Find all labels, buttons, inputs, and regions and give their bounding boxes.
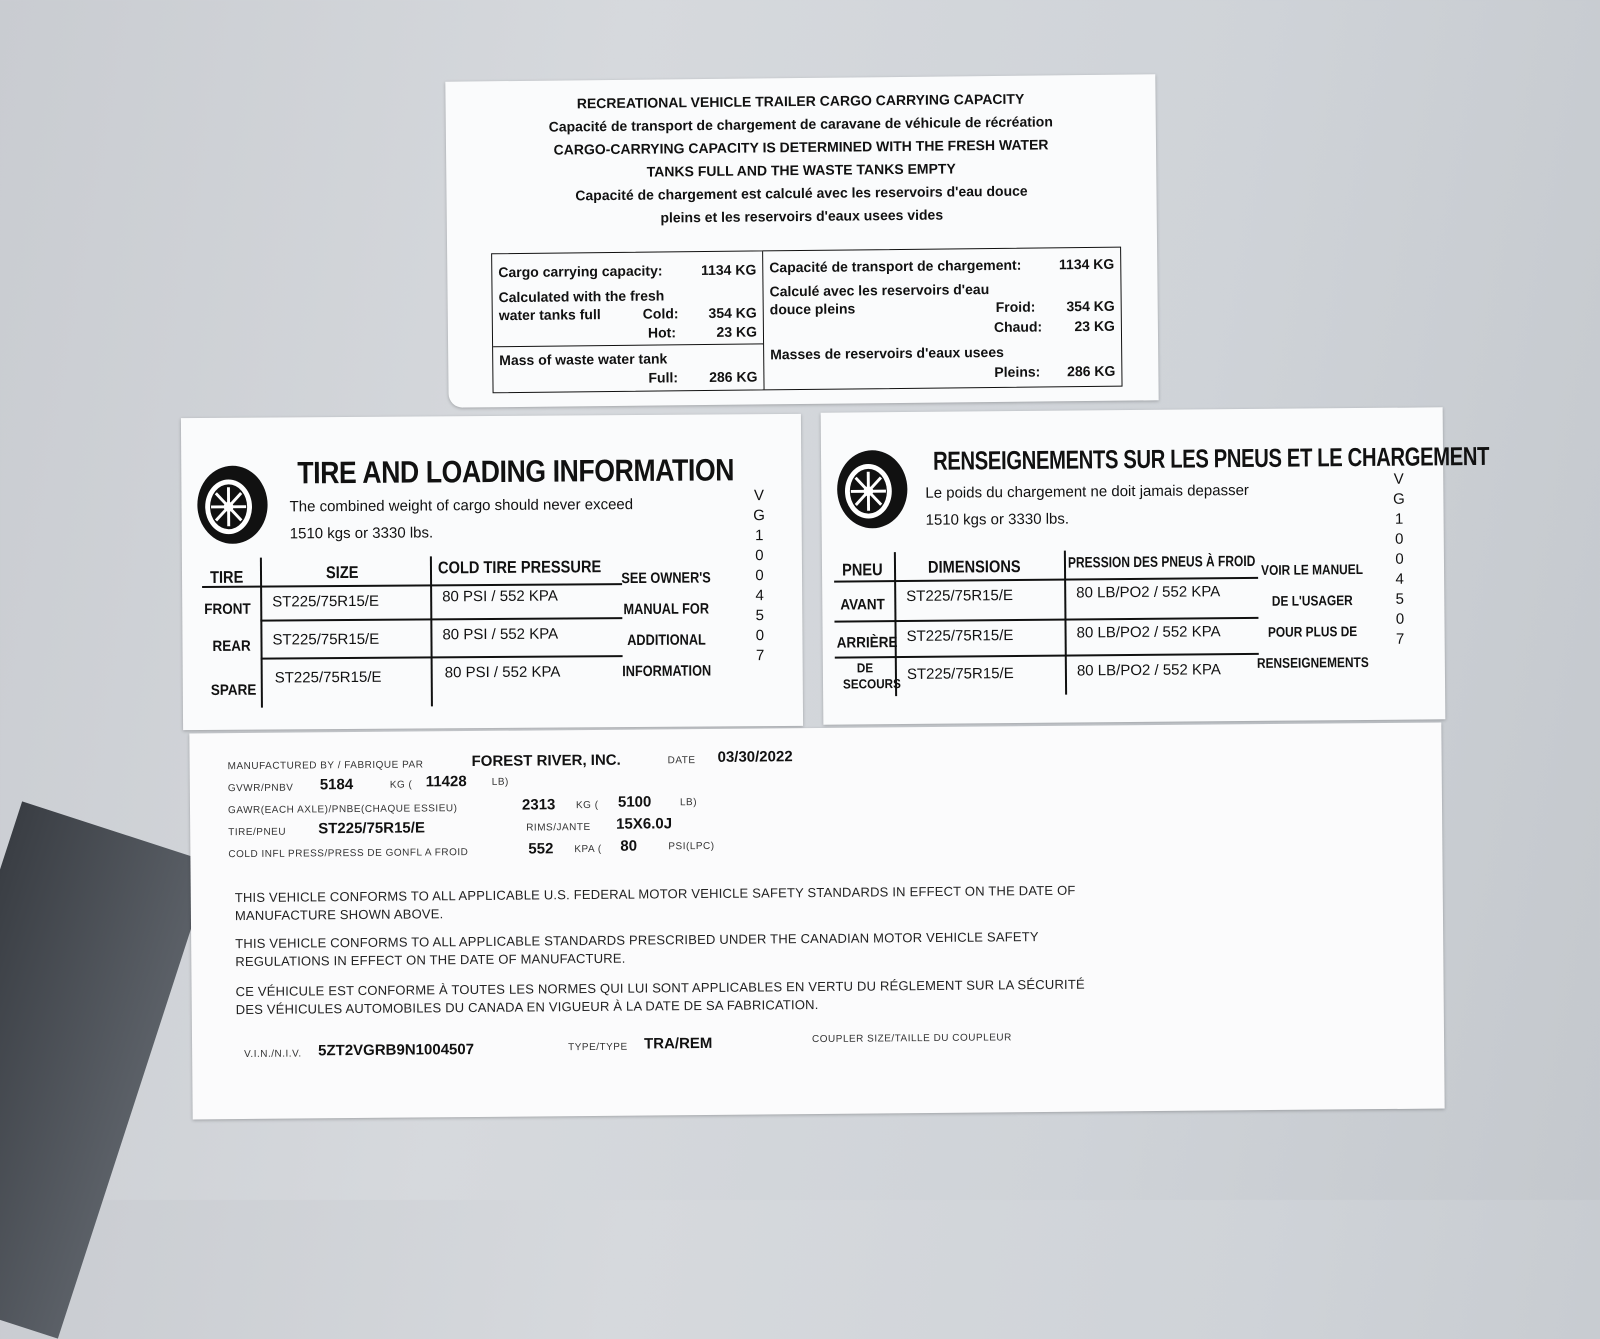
date-label: DATE — [668, 755, 696, 766]
pressure-avant: 80 LB/PO2 / 552 KPA — [1076, 583, 1220, 601]
calc-label-en-1: Calculated with the fresh — [498, 287, 664, 305]
tire-table-en — [202, 555, 623, 708]
type-value: TRA/REM — [644, 1035, 712, 1053]
cold-value-en: 354 KG — [708, 304, 756, 321]
tire-label: TIRE/PNEU — [228, 827, 286, 839]
cargo-title-fr: Capacité de transport de chargement de caravane de véhicule de récréation — [446, 109, 1156, 139]
tire-table-fr — [834, 549, 1259, 703]
rims-label: RIMS/JANTE — [526, 822, 591, 834]
header-tire: TIRE — [210, 568, 243, 588]
size-avant: ST225/75R15/E — [906, 587, 1013, 605]
rims-value: 15X6.0J — [616, 815, 672, 832]
pos-front: FRONT — [204, 601, 251, 618]
pressure-rear: 80 PSI / 552 KPA — [442, 626, 558, 644]
tire-sub-fr-2: 1510 kgs or 3330 lbs. — [925, 506, 1069, 534]
tire-sub-en-1: The combined weight of cargo should never exceed — [289, 491, 633, 520]
mfr-value: FOREST RIVER, INC. — [472, 752, 621, 770]
kpa-label: KPA ( — [574, 844, 601, 855]
cargo-note-fr-2: pleins et les reservoirs d'eaux usees vides — [447, 201, 1157, 231]
size-arriere: ST225/75R15/E — [907, 627, 1014, 645]
calc-label-fr-2: douce pleins — [770, 300, 856, 317]
cargo-note-en-2: TANKS FULL AND THE WASTE TANKS EMPTY — [446, 155, 1156, 185]
hot-label-en: Hot: — [648, 324, 676, 340]
psi-label: PSI(LPC) — [668, 841, 714, 852]
size-spare: ST225/75R15/E — [275, 669, 382, 687]
tire-code-fr: V G 1 0 0 4 5 0 7 — [1391, 470, 1409, 650]
capacity-label-fr: Capacité de transport de chargement: — [769, 257, 1021, 276]
tire-value: ST225/75R15/E — [318, 819, 425, 837]
pos-spare: SPARE — [211, 682, 257, 699]
header-pression: PRESSION DES PNEUS À FROID — [1068, 553, 1256, 572]
cargo-divider-en — [493, 343, 763, 347]
size-front: ST225/75R15/E — [272, 593, 379, 611]
capacity-value-en: 1134 KG — [701, 261, 756, 278]
cargo-table — [491, 247, 1122, 394]
gvwr-lb-label: LB) — [492, 777, 509, 788]
tire-sub-fr-1: Le poids du chargement ne doit jamais depasser — [925, 477, 1249, 507]
cargo-title-en: RECREATIONAL VEHICLE TRAILER CARGO CARRYING CAPACITY — [445, 86, 1155, 116]
full-value-en: 286 KG — [709, 368, 757, 385]
cold-kpa: 552 — [528, 840, 553, 857]
see-owners-manual-note: SEE OWNER'S MANUAL FOR ADDITIONAL INFORMATION — [615, 562, 718, 687]
header-size: SIZE — [326, 563, 359, 583]
header-pneu: PNEU — [842, 560, 883, 580]
mfr-label: MANUFACTURED BY / FABRIQUE PAR — [228, 759, 424, 772]
header-pressure: COLD TIRE PRESSURE — [438, 557, 601, 578]
hot-value-fr: 23 KG — [1074, 318, 1115, 334]
certification-label — [189, 723, 1444, 1120]
us-conformity-statement: THIS VEHICLE CONFORMS TO ALL APPLICABLE U.S. FEDERAL MOTOR VEHICLE SAFETY STANDARDS IN EFFECT ON THE DATE OF MANUFACTURE SHOWN ABOVE. — [235, 881, 1195, 925]
coupler-label: COUPLER SIZE/TAILLE DU COUPLEUR — [812, 1032, 1012, 1045]
pos-de: DE — [857, 660, 873, 675]
waste-label-fr: Masses de reservoirs d'eaux usees — [770, 344, 1004, 362]
gvwr-kg-label: KG ( — [390, 780, 413, 791]
hot-label-fr: Chaud: — [994, 318, 1042, 335]
hot-value-en: 23 KG — [716, 323, 757, 339]
tire-sub-en-2: 1510 kgs or 3330 lbs. — [290, 519, 434, 547]
cargo-capacity-label — [445, 74, 1158, 407]
full-value-fr: 286 KG — [1067, 363, 1115, 380]
cargo-note-en-1: CARGO-CARRYING CAPACITY IS DETERMINED WITH THE FRESH WATER — [446, 132, 1156, 162]
pos-avant: AVANT — [840, 596, 885, 613]
cargo-table-fr — [763, 248, 1121, 390]
waste-label-en: Mass of waste water tank — [499, 350, 667, 368]
gvwr-kg: 5184 — [320, 776, 354, 793]
calc-label-en-2: water tanks full — [499, 306, 601, 323]
trailer-edge — [0, 801, 212, 1338]
canada-conformity-statement: THIS VEHICLE CONFORMS TO ALL APPLICABLE STANDARDS PRESCRIBED UNDER THE CANADIAN MOTOR VEHICLE SAFETY REGULATIONS IN EFFECT ON THE DATE OF MANUFACTURE. — [235, 927, 1195, 971]
vin-value: 5ZT2VGRB9N1004507 — [318, 1041, 474, 1059]
tire-icon — [831, 448, 910, 531]
gvwr-label: GVWR/PNBV — [228, 783, 294, 795]
pressure-secours: 80 LB/PO2 / 552 KPA — [1077, 661, 1221, 679]
vin-label: V.I.N./N.I.V. — [244, 1049, 302, 1061]
cargo-note-fr-1: Capacité de chargement est calculé avec les reservoirs d'eau douce — [446, 178, 1156, 208]
tire-code-en: V G 1 0 0 4 5 0 7 — [751, 486, 768, 666]
full-label-fr: Pleins: — [994, 364, 1040, 380]
gawr-lb: 5100 — [618, 793, 652, 810]
cold-value-fr: 354 KG — [1066, 298, 1114, 315]
calc-label-fr-1: Calculé avec les reservoirs d'eau — [769, 281, 989, 299]
tire-loading-label-fr — [821, 407, 1446, 724]
pressure-arriere: 80 LB/PO2 / 552 KPA — [1077, 623, 1221, 641]
date-value: 03/30/2022 — [717, 748, 792, 766]
gawr-label: GAWR(EACH AXLE)/PNBE(CHAQUE ESSIEU) — [228, 803, 457, 816]
tire-title-fr: RENSEIGNEMENTS SUR LES PNEUS ET LE CHARGEMENT — [933, 441, 1489, 477]
gawr-lb-label: LB) — [680, 797, 697, 808]
type-label: TYPE/TYPE — [568, 1042, 628, 1054]
tire-loading-label-en — [181, 414, 803, 730]
size-rear: ST225/75R15/E — [272, 631, 379, 649]
gvwr-lb: 11428 — [426, 773, 467, 790]
french-conformity-statement: CE VÉHICULE EST CONFORME À TOUTES LES NORMES QUI LUI SONT APPLICABLES EN VERTU DU RÉGLEMENT SUR LA SÉCURITÉ DES VÉHICULES AUTOMOBILES DU CANADA EN VIGUEUR À LA DATE DE SA FABRICATION. — [236, 975, 1196, 1019]
tire-icon — [191, 464, 270, 547]
cold-label-en: Cold: — [643, 305, 679, 321]
voir-manuel-note: VOIR LE MANUEL DE L'USAGER POUR PLUS DE RENSEIGNEMENTS — [1252, 554, 1372, 679]
cold-label-fr: Froid: — [996, 299, 1036, 315]
tire-title-en: TIRE AND LOADING INFORMATION — [297, 452, 734, 491]
pos-secours: SECOURS — [843, 676, 901, 692]
pressure-front: 80 PSI / 552 KPA — [442, 588, 558, 606]
pressure-spare: 80 PSI / 552 KPA — [445, 664, 561, 682]
pos-arriere: ARRIÈRE — [837, 634, 898, 652]
cargo-table-en — [492, 251, 764, 392]
header-dimensions: DIMENSIONS — [928, 557, 1021, 578]
capacity-label-en: Cargo carrying capacity: — [498, 262, 662, 280]
gawr-kg-label: KG ( — [576, 800, 599, 811]
full-label-en: Full: — [648, 369, 678, 385]
pos-rear: REAR — [212, 638, 250, 655]
capacity-value-fr: 1134 KG — [1059, 256, 1114, 273]
size-secours: ST225/75R15/E — [907, 665, 1014, 683]
cold-psi: 80 — [620, 838, 637, 855]
gawr-kg: 2313 — [522, 796, 556, 813]
cold-infl-label: COLD INFL PRESS/PRESS DE GONFL A FROID — [228, 847, 468, 860]
